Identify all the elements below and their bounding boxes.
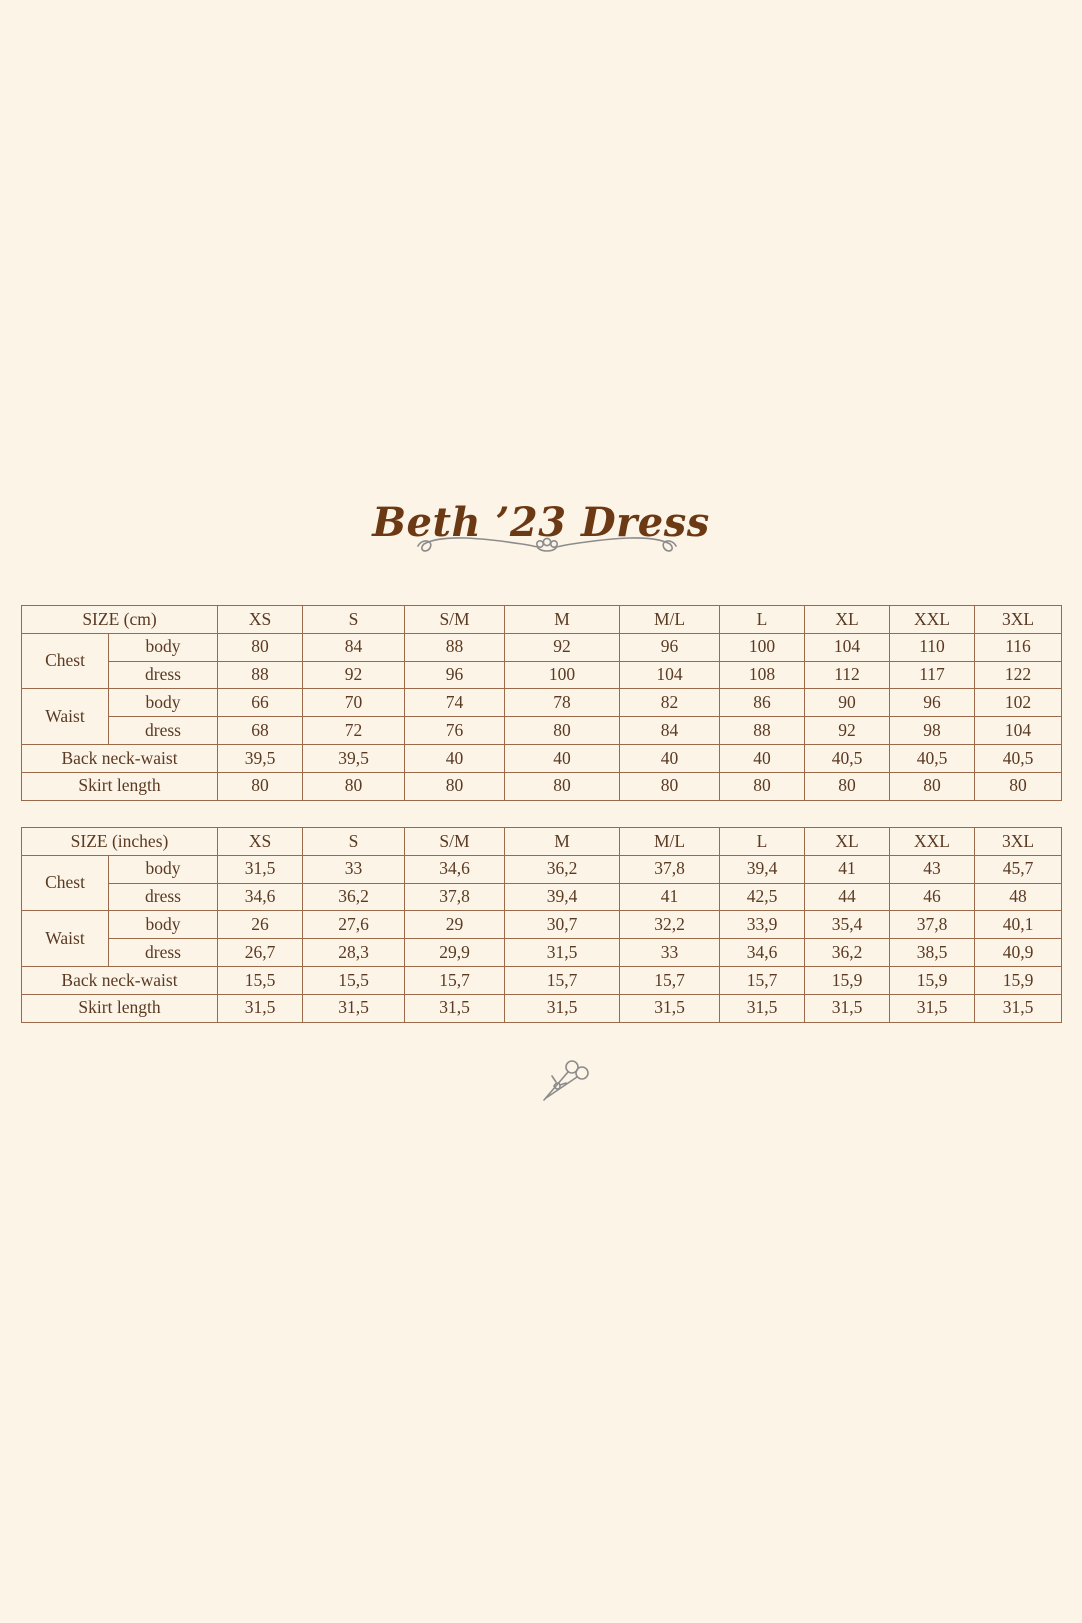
value-cell: 33 [620, 939, 720, 967]
value-cell: 100 [505, 661, 620, 689]
value-cell: 15,7 [720, 966, 805, 994]
value-cell: 41 [620, 883, 720, 911]
size-header-cell: XXL [890, 828, 975, 856]
value-cell: 15,9 [975, 966, 1062, 994]
size-corner-label: SIZE (inches) [22, 828, 218, 856]
value-cell: 86 [720, 689, 805, 717]
row-sub-label: body [109, 911, 218, 939]
value-cell: 104 [805, 633, 890, 661]
value-cell: 40 [505, 744, 620, 772]
value-cell: 26 [218, 911, 303, 939]
row-group-label: Chest [22, 633, 109, 689]
value-cell: 34,6 [218, 883, 303, 911]
value-cell: 31,5 [805, 994, 890, 1022]
value-cell: 104 [620, 661, 720, 689]
value-cell: 37,8 [890, 911, 975, 939]
value-cell: 80 [303, 772, 405, 800]
value-cell: 82 [620, 689, 720, 717]
table-row [22, 689, 1062, 717]
table-header-row [22, 828, 1062, 856]
size-corner-label: SIZE (cm) [22, 606, 218, 634]
row-group-label: Chest [22, 855, 109, 911]
size-header-cell: S/M [405, 606, 505, 634]
row-sub-label: body [109, 689, 218, 717]
value-cell: 48 [975, 883, 1062, 911]
value-cell: 33 [303, 855, 405, 883]
scissors-icon [540, 1058, 592, 1104]
row-sub-label: dress [109, 717, 218, 745]
value-cell: 15,9 [805, 966, 890, 994]
value-cell: 96 [405, 661, 505, 689]
table-row [22, 744, 1062, 772]
table-header-row [22, 606, 1062, 634]
table-row [22, 994, 1062, 1022]
size-header-cell: M [505, 606, 620, 634]
value-cell: 39,4 [720, 855, 805, 883]
table-row [22, 911, 1062, 939]
size-header-cell: M/L [620, 606, 720, 634]
value-cell: 98 [890, 717, 975, 745]
value-cell: 32,2 [620, 911, 720, 939]
value-cell: 110 [890, 633, 975, 661]
size-header-cell: XS [218, 828, 303, 856]
value-cell: 45,7 [975, 855, 1062, 883]
value-cell: 96 [620, 633, 720, 661]
row-label: Back neck-waist [22, 744, 218, 772]
value-cell: 80 [720, 772, 805, 800]
value-cell: 92 [805, 717, 890, 745]
value-cell: 27,6 [303, 911, 405, 939]
value-cell: 80 [218, 772, 303, 800]
value-cell: 31,5 [720, 994, 805, 1022]
value-cell: 88 [720, 717, 805, 745]
row-label: Skirt length [22, 772, 218, 800]
table-row [22, 939, 1062, 967]
size-header-cell: XS [218, 606, 303, 634]
value-cell: 31,5 [505, 994, 620, 1022]
value-cell: 31,5 [218, 994, 303, 1022]
value-cell: 41 [805, 855, 890, 883]
value-cell: 80 [890, 772, 975, 800]
value-cell: 31,5 [303, 994, 405, 1022]
value-cell: 15,5 [218, 966, 303, 994]
size-header-cell: S [303, 828, 405, 856]
value-cell: 15,7 [620, 966, 720, 994]
value-cell: 80 [505, 772, 620, 800]
value-cell: 39,5 [218, 744, 303, 772]
value-cell: 80 [218, 633, 303, 661]
value-cell: 28,3 [303, 939, 405, 967]
value-cell: 36,2 [805, 939, 890, 967]
table-row [22, 966, 1062, 994]
value-cell: 43 [890, 855, 975, 883]
size-header-cell: XL [805, 606, 890, 634]
value-cell: 40,1 [975, 911, 1062, 939]
row-sub-label: body [109, 633, 218, 661]
size-header-cell: L [720, 828, 805, 856]
value-cell: 15,9 [890, 966, 975, 994]
value-cell: 31,5 [505, 939, 620, 967]
value-cell: 31,5 [218, 855, 303, 883]
value-cell: 100 [720, 633, 805, 661]
value-cell: 46 [890, 883, 975, 911]
size-header-cell: S [303, 606, 405, 634]
value-cell: 31,5 [975, 994, 1062, 1022]
table-row [22, 855, 1062, 883]
value-cell: 33,9 [720, 911, 805, 939]
row-group-label: Waist [22, 689, 109, 745]
value-cell: 40 [405, 744, 505, 772]
value-cell: 108 [720, 661, 805, 689]
value-cell: 80 [405, 772, 505, 800]
row-sub-label: dress [109, 883, 218, 911]
value-cell: 117 [890, 661, 975, 689]
row-group-label: Waist [22, 911, 109, 967]
row-label: Back neck-waist [22, 966, 218, 994]
size-header-cell: 3XL [975, 828, 1062, 856]
value-cell: 96 [890, 689, 975, 717]
row-sub-label: dress [109, 939, 218, 967]
value-cell: 88 [405, 633, 505, 661]
value-cell: 44 [805, 883, 890, 911]
size-table-body [22, 828, 1062, 1023]
value-cell: 92 [303, 661, 405, 689]
value-cell: 40 [620, 744, 720, 772]
value-cell: 40 [720, 744, 805, 772]
value-cell: 39,4 [505, 883, 620, 911]
value-cell: 84 [303, 633, 405, 661]
table-row [22, 883, 1062, 911]
size-header-cell: 3XL [975, 606, 1062, 634]
value-cell: 78 [505, 689, 620, 717]
size-table-inches [21, 827, 1062, 1023]
row-sub-label: body [109, 855, 218, 883]
value-cell: 72 [303, 717, 405, 745]
value-cell: 34,6 [405, 855, 505, 883]
page-title: Beth ’23 Dress [372, 498, 710, 546]
value-cell: 70 [303, 689, 405, 717]
size-header-cell: S/M [405, 828, 505, 856]
value-cell: 84 [620, 717, 720, 745]
value-cell: 116 [975, 633, 1062, 661]
value-cell: 42,5 [720, 883, 805, 911]
table-row [22, 661, 1062, 689]
value-cell: 92 [505, 633, 620, 661]
value-cell: 37,8 [620, 855, 720, 883]
value-cell: 29,9 [405, 939, 505, 967]
size-table-body [22, 606, 1062, 801]
value-cell: 80 [620, 772, 720, 800]
flourish-divider-icon [412, 530, 682, 558]
value-cell: 40,5 [975, 744, 1062, 772]
value-cell: 30,7 [505, 911, 620, 939]
value-cell: 40,5 [805, 744, 890, 772]
value-cell: 80 [505, 717, 620, 745]
value-cell: 40,5 [890, 744, 975, 772]
value-cell: 31,5 [405, 994, 505, 1022]
value-cell: 80 [975, 772, 1062, 800]
value-cell: 37,8 [405, 883, 505, 911]
row-sub-label: dress [109, 661, 218, 689]
size-header-cell: XXL [890, 606, 975, 634]
table-row [22, 717, 1062, 745]
size-header-cell: L [720, 606, 805, 634]
value-cell: 112 [805, 661, 890, 689]
value-cell: 34,6 [720, 939, 805, 967]
value-cell: 104 [975, 717, 1062, 745]
value-cell: 15,7 [405, 966, 505, 994]
value-cell: 35,4 [805, 911, 890, 939]
value-cell: 39,5 [303, 744, 405, 772]
value-cell: 68 [218, 717, 303, 745]
size-table-cm [21, 605, 1062, 801]
value-cell: 36,2 [303, 883, 405, 911]
value-cell: 38,5 [890, 939, 975, 967]
value-cell: 15,7 [505, 966, 620, 994]
value-cell: 26,7 [218, 939, 303, 967]
row-label: Skirt length [22, 994, 218, 1022]
value-cell: 15,5 [303, 966, 405, 994]
value-cell: 90 [805, 689, 890, 717]
value-cell: 31,5 [620, 994, 720, 1022]
value-cell: 80 [805, 772, 890, 800]
value-cell: 36,2 [505, 855, 620, 883]
size-header-cell: M/L [620, 828, 720, 856]
value-cell: 40,9 [975, 939, 1062, 967]
value-cell: 31,5 [890, 994, 975, 1022]
value-cell: 102 [975, 689, 1062, 717]
table-row [22, 633, 1062, 661]
value-cell: 88 [218, 661, 303, 689]
value-cell: 66 [218, 689, 303, 717]
value-cell: 122 [975, 661, 1062, 689]
size-header-cell: XL [805, 828, 890, 856]
value-cell: 74 [405, 689, 505, 717]
value-cell: 29 [405, 911, 505, 939]
value-cell: 76 [405, 717, 505, 745]
size-header-cell: M [505, 828, 620, 856]
table-row [22, 772, 1062, 800]
